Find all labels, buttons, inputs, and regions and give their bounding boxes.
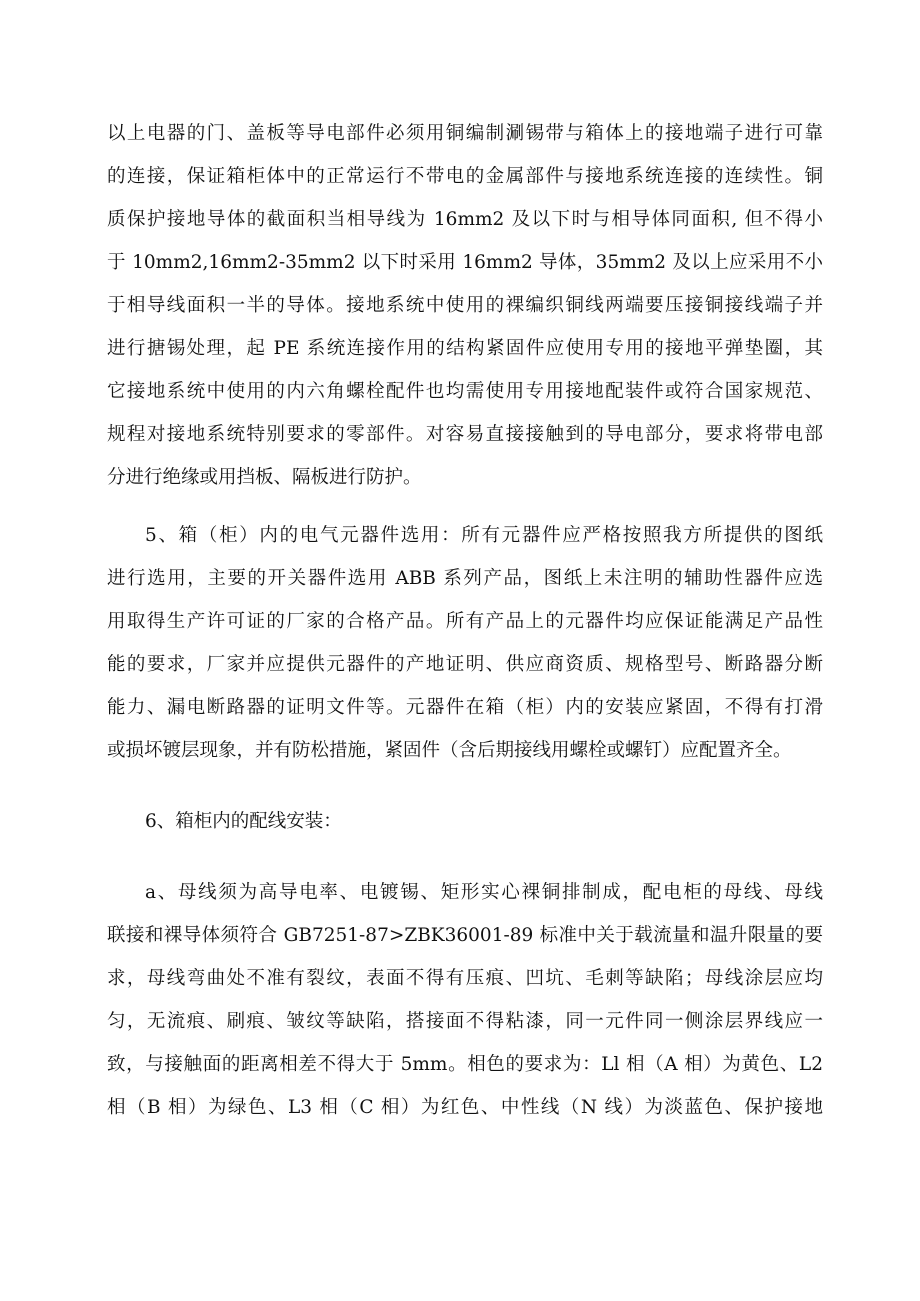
text-line: 致，与接触面的距离相差不得大于 5mm。相色的要求为：Ll 相（A 相）为黄色、L2 — [107, 1054, 823, 1075]
text-line: 进行搪锡处理，起 PE 系统连接作用的结构紧固件应使用专用的接地平弹垫圈，其 — [107, 338, 823, 359]
text-line: 用取得生产许可证的厂家的合格产品。所有产品上的元器件均应保证能满足产品性 — [107, 611, 823, 632]
paragraph-busbar — [107, 871, 823, 1129]
text-line: 进行选用，主要的开关器件选用 ABB 系列产品，图纸上未注明的辅助性器件应选 — [107, 568, 823, 589]
text-line: 5、箱（柜）内的电气元器件选用：所有元器件应严格按照我方所提供的图纸 — [145, 525, 823, 546]
text-line: 规程对接地系统特别要求的零部件。对容易直接接触到的导电部分，要求将带电部 — [107, 424, 823, 445]
text-line: 质保护接地导体的截面积当相导线为 16mm2 及以下时与相导体同面积, 但不得小 — [107, 209, 823, 230]
text-line: 能的要求，厂家并应提供元器件的产地证明、供应商资质、规格型号、断路器分断 — [107, 654, 823, 675]
text-line: 能力、漏电断路器的证明文件等。元器件在箱（柜）内的安装应紧固，不得有打滑 — [107, 697, 823, 718]
section-heading: 6、箱柜内的配线安装： — [145, 811, 342, 832]
text-line: 分进行绝缘或用挡板、隔板进行防护。 — [107, 467, 422, 488]
section-heading-wiring — [107, 800, 823, 843]
text-line: 匀，无流痕、刷痕、皱纹等缺陷，搭接面不得粘漆，同一元件同一侧涂层界线应一 — [107, 1011, 823, 1032]
text-line: a、母线须为高导电率、电镀锡、矩形实心裸铜排制成，配电柜的母线、母线 — [145, 882, 823, 903]
paragraph-component-selection — [107, 514, 823, 772]
text-line: 它接地系统中使用的内六角螺栓配件也均需使用专用接地配装件或符合国家规范、 — [107, 381, 823, 402]
document-body — [107, 112, 823, 1129]
text-line: 于相导线面积一半的导体。接地系统中使用的裸编织铜线两端要压接铜接线端子并 — [107, 295, 823, 316]
text-line: 的连接，保证箱柜体中的正常运行不带电的金属部件与接地系统连接的连续性。铜 — [107, 166, 823, 187]
text-line: 求，母线弯曲处不准有裂纹，表面不得有压痕、凹坑、毛刺等缺陷；母线涂层应均 — [107, 968, 823, 989]
paragraph-grounding — [107, 112, 823, 499]
text-line: 相（B 相）为绿色、L3 相（C 相）为红色、中性线（N 线）为淡蓝色、保护接地 — [107, 1097, 823, 1118]
text-line: 于 10mm2,16mm2-35mm2 以下时采用 16mm2 导体，35mm2 及以上应采用不小 — [107, 252, 823, 273]
text-line: 或损坏镀层现象，并有防松措施，紧固件（含后期接线用螺栓或螺钉）应配置齐全。 — [107, 740, 792, 761]
text-line: 联接和裸导体须符合 GB7251-87>ZBK36001-89 标准中关于载流量和温升限量的要 — [107, 925, 823, 946]
text-line: 以上电器的门、盖板等导电部件必须用铜编制涮锡带与箱体上的接地端子进行可靠 — [107, 123, 823, 144]
